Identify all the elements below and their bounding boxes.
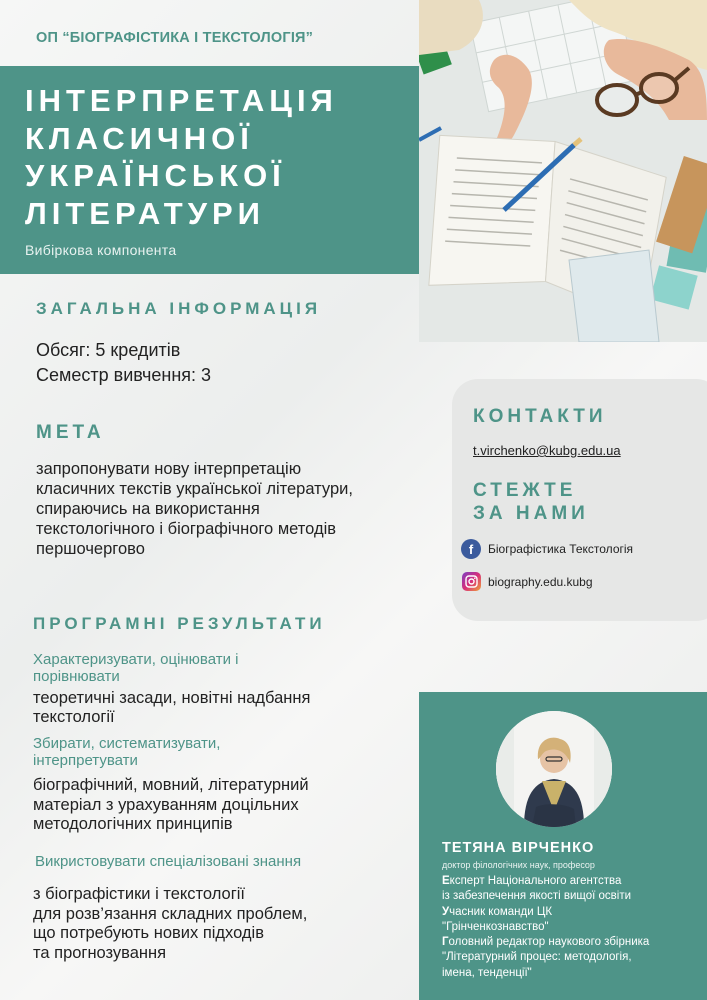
result-line: методологічних принципів <box>33 815 233 833</box>
study-photo <box>419 0 707 342</box>
result-text <box>33 689 413 727</box>
result-line: для розв’язання складних проблем, <box>33 904 308 923</box>
goal-line: текстологічного і біографічного методів <box>36 520 337 538</box>
goal-line: запропонувати нову інтерпретацію <box>36 460 302 478</box>
result-text <box>33 885 413 963</box>
result-accent: інтерпретувати <box>33 752 138 769</box>
result-line: та прогнозування <box>33 943 167 962</box>
person-card <box>419 692 707 1000</box>
result-line: що потребують нових підходів <box>33 924 264 942</box>
results-heading: ПРОГРАМНІ РЕЗУЛЬТАТИ <box>33 614 326 633</box>
instagram-link[interactable] <box>462 572 593 591</box>
person-title: доктор філологічних наук, професор <box>442 860 595 870</box>
result-text <box>33 776 413 835</box>
program-label: ОП “БІОГРАФІСТИКА І ТЕКСТОЛОГІЯ” <box>36 30 314 46</box>
result-line: з біографістики і текстології <box>33 885 245 903</box>
bio-line: із забезпечення якості вищої освіти <box>442 890 632 903</box>
course-subtitle: Вибіркова компонента <box>25 242 177 258</box>
contacts-heading: КОНТАКТИ <box>473 406 607 427</box>
person-bio <box>442 874 702 981</box>
goal-heading: МЕТА <box>36 422 105 443</box>
result-accent: Характеризувати, оцінювати і <box>33 651 239 668</box>
result-line: біографічний, мовний, літературний <box>33 776 309 794</box>
bio-line: "Літературний процес: методологія, <box>442 951 632 964</box>
follow-heading <box>473 479 589 525</box>
title-banner <box>0 66 419 274</box>
result-line: текстології <box>33 708 115 726</box>
instagram-label: biography.edu.kubg <box>488 574 593 589</box>
facebook-icon: f <box>461 539 481 559</box>
bio-line: Головний редактор наукового збірника <box>442 936 650 949</box>
bio-line: Експерт Національного агентства <box>442 875 622 887</box>
bio-line: "Грінченкознавство" <box>442 920 549 933</box>
goal-line: першочергово <box>36 540 145 558</box>
person-avatar <box>496 711 612 827</box>
semester-text: Семестр вивчення: 3 <box>36 365 212 385</box>
result-line: теоретичні засади, новітні надбання <box>33 689 311 707</box>
result-accent: Викристовувати спеціалізовані знання <box>35 853 302 870</box>
email-link[interactable]: t.virchenko@kubg.edu.ua <box>473 443 621 458</box>
goal-line: класичних текстів української літератури, <box>36 480 353 498</box>
facebook-link[interactable] <box>461 539 633 559</box>
goal-text <box>36 459 416 559</box>
volume-text: Обсяг: 5 кредитів <box>36 340 181 360</box>
follow-line: СТЕЖТЕ <box>473 480 577 501</box>
result-accent: Збирати, систематизувати, <box>33 735 221 752</box>
person-name: ТЕТЯНА ВІРЧЕНКО <box>442 840 595 856</box>
general-info-heading: ЗАГАЛЬНА ІНФОРМАЦІЯ <box>36 299 322 318</box>
facebook-label: Біографістика Текстологія <box>488 542 634 556</box>
result-item <box>33 735 413 769</box>
bio-line: імена, тенденції" <box>442 966 532 979</box>
instagram-icon <box>462 572 481 591</box>
result-item <box>33 651 413 685</box>
result-line: матеріал з урахуванням доцільних <box>33 795 299 814</box>
goal-line: спираючись на використання <box>36 500 260 518</box>
result-accent: порівнювати <box>33 668 120 685</box>
follow-line: ЗА НАМИ <box>473 503 589 524</box>
course-title: ІНТЕРПРЕТАЦІЯ КЛАСИЧНОЇ УКРАЇНСЬКОЇ ЛІТЕРАТУРИ <box>25 83 338 231</box>
bio-line: Учасник команди ЦК <box>442 905 553 918</box>
